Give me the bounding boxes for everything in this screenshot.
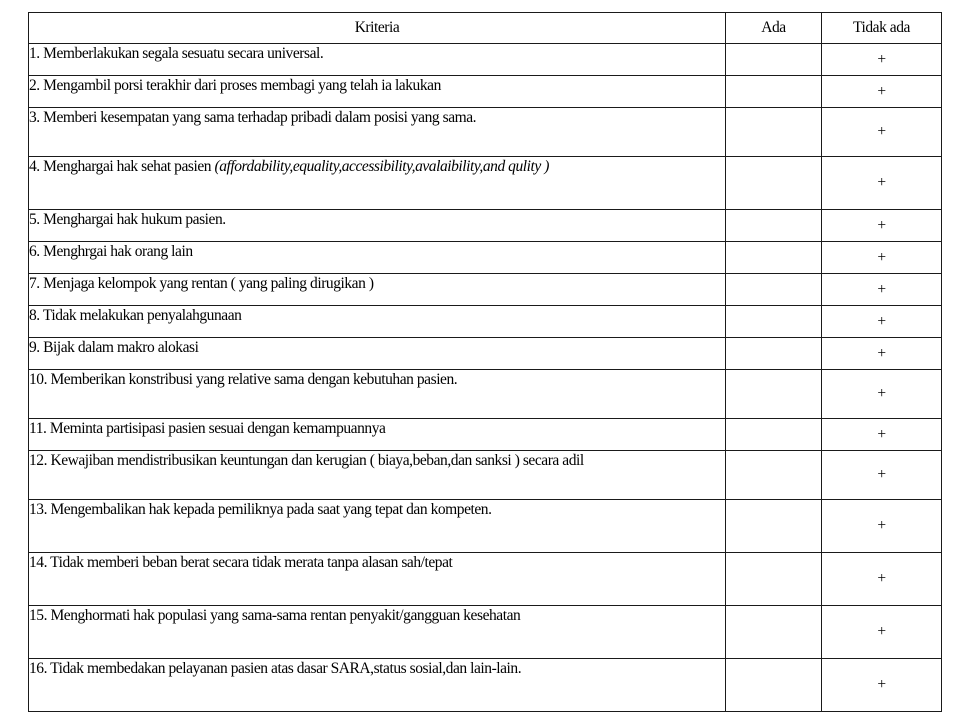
criterion-cell <box>29 370 726 419</box>
criterion-text: 10. Memberikan konstribusi yang relative sama dengan kebutuhan pasien. <box>29 371 458 388</box>
criteria-table <box>28 12 942 712</box>
table-row <box>29 157 942 210</box>
header-tidak-ada: Tidak ada <box>822 13 942 44</box>
ada-cell <box>726 606 822 659</box>
ada-cell <box>726 306 822 338</box>
ada-cell <box>726 157 822 210</box>
table-row <box>29 274 942 306</box>
ada-cell <box>726 451 822 500</box>
criterion-cell <box>29 274 726 306</box>
tidak-ada-mark: + <box>822 44 942 76</box>
ada-cell <box>726 500 822 553</box>
tidak-ada-mark: + <box>822 242 942 274</box>
criterion-cell <box>29 451 726 500</box>
table-row <box>29 242 942 274</box>
table-row <box>29 500 942 553</box>
criterion-text: 6. Menghrgai hak orang lain <box>29 243 193 260</box>
ada-cell <box>726 76 822 108</box>
criterion-text: 4. Menghargai hak sehat pasien <box>29 158 215 175</box>
tidak-ada-mark: + <box>822 553 942 606</box>
tidak-ada-mark: + <box>822 500 942 553</box>
criterion-text: 13. Mengembalikan hak kepada pemiliknya pada saat yang tepat dan kompeten. <box>29 501 492 518</box>
header-kriteria: Kriteria <box>29 13 726 44</box>
criterion-cell <box>29 659 726 712</box>
table-row <box>29 44 942 76</box>
table-row <box>29 553 942 606</box>
criterion-text: 8. Tidak melakukan penyalahgunaan <box>29 307 242 324</box>
criterion-cell <box>29 306 726 338</box>
ada-cell <box>726 659 822 712</box>
criterion-italic-text: (affordability,equality,accessibility,avalaibility,and qulity ) <box>214 158 549 175</box>
criterion-cell <box>29 242 726 274</box>
table-row <box>29 306 942 338</box>
ada-cell <box>726 44 822 76</box>
table-row <box>29 210 942 242</box>
criterion-text: 12. Kewajiban mendistribusikan keuntungan dan kerugian ( biaya,beban,dan sanksi ) secara adil <box>29 452 584 469</box>
tidak-ada-mark: + <box>822 370 942 419</box>
ada-cell <box>726 338 822 370</box>
tidak-ada-mark: + <box>822 659 942 712</box>
table-row <box>29 659 942 712</box>
table-row <box>29 606 942 659</box>
criterion-text: 15. Menghormati hak populasi yang sama-sama rentan penyakit/gangguan kesehatan <box>29 607 521 624</box>
criterion-cell <box>29 44 726 76</box>
ada-cell <box>726 553 822 606</box>
table-row <box>29 370 942 419</box>
criterion-cell <box>29 500 726 553</box>
ada-cell <box>726 108 822 157</box>
table-row <box>29 338 942 370</box>
ada-cell <box>726 210 822 242</box>
tidak-ada-mark: + <box>822 338 942 370</box>
table-row <box>29 76 942 108</box>
criterion-cell <box>29 338 726 370</box>
header-ada: Ada <box>726 13 822 44</box>
criterion-text: 16. Tidak membedakan pelayanan pasien atas dasar SARA,status sosial,dan lain-lain. <box>29 660 522 677</box>
table-row <box>29 451 942 500</box>
criterion-cell <box>29 76 726 108</box>
criterion-cell <box>29 419 726 451</box>
ada-cell <box>726 274 822 306</box>
criterion-text: 2. Mengambil porsi terakhir dari proses membagi yang telah ia lakukan <box>29 77 441 94</box>
criterion-cell <box>29 553 726 606</box>
table-row <box>29 108 942 157</box>
ada-cell <box>726 242 822 274</box>
criterion-text: 7. Menjaga kelompok yang rentan ( yang paling dirugikan ) <box>29 275 374 292</box>
criterion-cell <box>29 157 726 210</box>
criterion-text: 9. Bijak dalam makro alokasi <box>29 339 199 356</box>
tidak-ada-mark: + <box>822 157 942 210</box>
criterion-text: 11. Meminta partisipasi pasien sesuai dengan kemampuannya <box>29 420 386 437</box>
ada-cell <box>726 370 822 419</box>
criterion-cell <box>29 606 726 659</box>
criterion-text: 1. Memberlakukan segala sesuatu secara universal. <box>29 45 324 62</box>
ada-cell <box>726 419 822 451</box>
criterion-cell <box>29 210 726 242</box>
tidak-ada-mark: + <box>822 108 942 157</box>
tidak-ada-mark: + <box>822 419 942 451</box>
criterion-cell <box>29 108 726 157</box>
tidak-ada-mark: + <box>822 76 942 108</box>
tidak-ada-mark: + <box>822 274 942 306</box>
header-row <box>29 13 942 44</box>
tidak-ada-mark: + <box>822 451 942 500</box>
criterion-text: 14. Tidak memberi beban berat secara tidak merata tanpa alasan sah/tepat <box>29 554 453 571</box>
criterion-text: 5. Menghargai hak hukum pasien. <box>29 211 226 228</box>
table-row <box>29 419 942 451</box>
tidak-ada-mark: + <box>822 606 942 659</box>
tidak-ada-mark: + <box>822 306 942 338</box>
tidak-ada-mark: + <box>822 210 942 242</box>
criterion-text: 3. Memberi kesempatan yang sama terhadap pribadi dalam posisi yang sama. <box>29 109 477 126</box>
